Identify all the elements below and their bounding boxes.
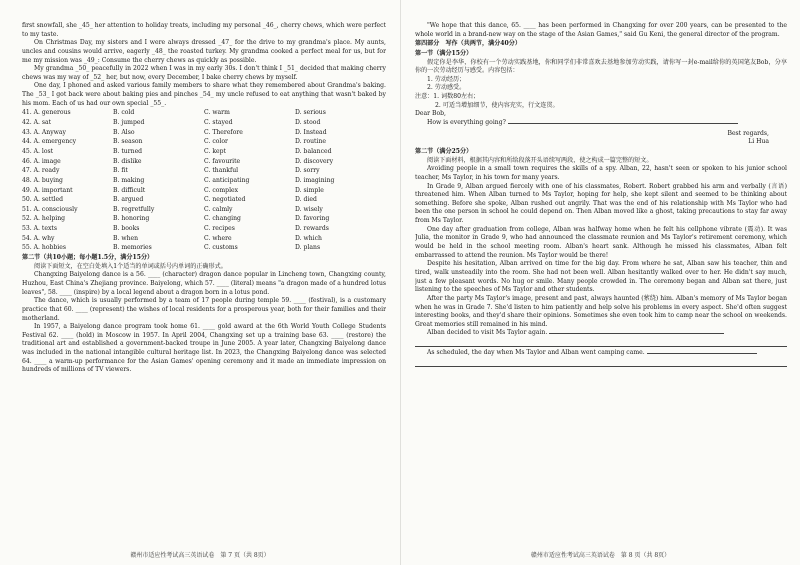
- option-c: C. kept: [204, 147, 226, 155]
- options-list: [22, 109, 386, 253]
- option-c: C. color: [204, 138, 228, 146]
- option-d: D. simple: [295, 186, 324, 194]
- option-b: B. honoring: [113, 215, 150, 223]
- option-row: [22, 109, 386, 118]
- section-title: 第二节（共10小题；每小题1.5分，满分15分）: [22, 254, 154, 262]
- option-a: 44. A. emergency: [22, 138, 77, 146]
- story-paragraph: One day after graduation from college, Alban was halfway home when he felt his cellphone vibrate (震动). It was Julia, the monitor in Grade 9, who had announced the classmate reunion and Ms Taylor's retirement ceremony, which would be held in the school meeting room. Alban's heart sank. Although he missed his classmates, Alban felt embarrassed to attend the reunion. Ms Taylor would be there!: [415, 225, 787, 259]
- option-a: 43. A. Anyway: [22, 128, 66, 136]
- option-b: B. cold: [113, 109, 135, 117]
- writing-prompt: 假定你是李华，你校有一个劳动实践基地，你和同学们非常喜欢去基地参加劳动实践，请你写一封e-mail给你的英国笔友Bob，分享你的一次劳动经历与感受。内容包括：: [415, 58, 787, 75]
- paragraph-start: [415, 329, 787, 338]
- option-b: B. jumped: [113, 119, 145, 127]
- option-row: [22, 129, 386, 138]
- option-row: [22, 167, 386, 176]
- story-paragraph: In Grade 9, Alban argued fiercely with one of his classmates, Robert. Robert grabbed his arm and verbally (言语) threatened him. When Alban turned to Ms Taylor, hoping for help, she kept silent and seemed to be thinking about something. Before she spoke, Alban rushed out angrily. That was the end of his relationship with Ms Taylor who had been the one person in school he could depend on. Then Alban moved like a ghost, taking precautions to stay far away from Ms Taylor.: [415, 182, 787, 225]
- option-a: 45. A. lost: [22, 147, 54, 155]
- option-a: 49. A. important: [22, 186, 73, 194]
- grammar-paragraph: In 1957, a Baiyelong dance program took home 61. ____ gold award at the 6th World Youth College Students Festival 62. ____ (hold) in Moscow in 1957. In April 2004, Changxing set up a training base 63. ____ (restore) the traditional art and established a government-backed troupe in June 2005. A year later, Changxing Baiyelong dance was included in the national intangible cultural heritage list. In 2023, the Changxing Baiyelong dance was selected 64. ____ a warm-up performance for the Asian Games' opening ceremony and it made an immediate impression on hundreds of millions of TV viewers.: [22, 323, 386, 374]
- exam-page-8: [400, 0, 800, 565]
- option-d: D. stood: [295, 119, 321, 127]
- answer-line: [415, 360, 787, 367]
- cloze-paragraph: My grandma _50_ peacefully in 2022 when I was in my early 30s. I don't think I _51_ decided that making cherry chews was my way of _52_ her, but now, every December, I bake cherry chews by myself.: [22, 65, 386, 81]
- part-title: 第四部分 写作（共两节，满分40分）: [415, 40, 521, 48]
- option-c: C. favourite: [204, 157, 241, 165]
- paragraph-start: [415, 349, 787, 358]
- option-b: B. difficult: [113, 186, 146, 194]
- option-a: 54. A. why: [22, 234, 55, 242]
- writing-point: 2. 劳动感受。: [427, 84, 466, 92]
- opening-text: How is everything going?: [427, 119, 506, 127]
- option-c: C. thankful: [204, 167, 239, 175]
- option-a: 50. A. settled: [22, 196, 63, 204]
- answer-line: [415, 340, 787, 347]
- option-d: D. Instead: [295, 128, 327, 136]
- right-column: [415, 22, 787, 539]
- left-column: [22, 22, 386, 539]
- option-row: [22, 119, 386, 128]
- section-instruction: 阅读下面短文，在空白处填入1个适当的单词或括号内单词的正确形式。: [34, 262, 227, 270]
- signature: Li Hua: [748, 138, 769, 146]
- option-b: B. season: [113, 138, 143, 146]
- option-a: 51. A. consciously: [22, 205, 78, 213]
- option-d: D. which: [295, 234, 322, 242]
- option-b: B. regretfully: [113, 205, 155, 213]
- option-d: D. died: [295, 196, 317, 204]
- option-c: C. stayed: [204, 119, 233, 127]
- paragraph-start-text: As scheduled, the day when Ms Taylor and Alban went camping came.: [427, 349, 645, 357]
- option-row: [22, 235, 386, 244]
- option-a: 46. A. image: [22, 157, 61, 165]
- option-row: [22, 138, 386, 147]
- answer-line: [647, 349, 757, 354]
- opening-line: [415, 119, 787, 128]
- option-c: C. customs: [204, 244, 238, 252]
- option-d: D. plans: [295, 244, 321, 252]
- option-c: C. calmly: [204, 205, 233, 213]
- writing-point: 1. 劳动经历；: [427, 75, 466, 83]
- option-row: [22, 244, 386, 253]
- story-paragraph: Avoiding people in a small town requires the skills of a spy. Alban, 22, hasn't seen or spoken to his junior school teacher, Ms Taylor, in his town for many years.: [415, 165, 787, 181]
- option-d: D. sorry: [295, 167, 320, 175]
- answer-line: [549, 329, 724, 334]
- option-b: B. Also: [113, 128, 135, 136]
- grammar-paragraph: "We hope that this dance, 65. ____ has been performed in Changxing for over 200 years, can be presented to the whole world in a brand-new way on the stage of the Asian Games," said Gu Keni, the general director of the program.: [415, 22, 787, 38]
- option-b: B. turned: [113, 147, 143, 155]
- option-c: C. negotiated: [204, 196, 246, 204]
- option-row: [22, 158, 386, 167]
- section-title: 第一节（满分15分）: [415, 49, 473, 57]
- answer-line: [508, 119, 738, 124]
- cloze-paragraph: One day, I phoned and asked various family members to share what they remembered about Grandma's baking. The _53_ I got back were about baking pies and pinches _54_ my uncle refused to eat anything that wasn't baked by his mom. Each of us had our own special _55_.: [22, 82, 386, 107]
- notes-line: 注意：1. 词数80左右；: [415, 93, 480, 101]
- option-d: D. discovery: [295, 157, 334, 165]
- option-c: C. anticipating: [204, 176, 250, 184]
- cloze-paragraph: On Christmas Day, my sisters and I were always dressed _47_ for the drive to my grandma's place. My aunts, uncles and cousins would arrive, eagerly _48_ the roasted turkey. My grandma cooked a perfect meal for us, but for me my mission was _49_: Consume the cherry chews as quickly as possible.: [22, 39, 386, 64]
- option-b: B. making: [113, 176, 145, 184]
- option-b: B. books: [113, 225, 140, 233]
- option-c: C. warm: [204, 109, 230, 117]
- option-a: 52. A. helping: [22, 215, 66, 223]
- option-c: C. changing: [204, 215, 241, 223]
- option-row: [22, 148, 386, 157]
- option-b: B. when: [113, 234, 139, 242]
- story-paragraph: Despite his hesitation, Alban arrived on time for the big day. From where he sat, Alban saw his teacher, thin and tired, walk unsteadily into the room. She had not been well. Alban hesitantly walked over to her. He didn't say much, just a few pleasant words. No hug or smile. Many people crowded in. The ceremony began and Alban sat there, just listening to the speeches of Ms Taylor and other students.: [415, 260, 787, 294]
- option-d: D. routine: [295, 138, 326, 146]
- option-a: 55. A. hobbies: [22, 244, 66, 252]
- option-c: C. Therefore: [204, 128, 243, 136]
- grammar-paragraph: Changxing Baiyelong dance is a 56. ____ (character) dragon dance popular in Lincheng town, Changxing county, Huzhou, East China's Zhejiang province. Baiyelong, which 57. ____ (literal) means "a dragon made of a hundred lotus leaves", 58. ____ (inspire) by a local legend about a dragon born in a lotus pond.: [22, 271, 386, 296]
- option-d: D. wisely: [295, 205, 323, 213]
- cloze-paragraph: first snowfall, she _45_ her attention to holiday treats, including my personal _46_, cherry chews, which were perfect to my taste.: [22, 22, 386, 38]
- option-row: [22, 196, 386, 205]
- page-footer: 赣州市适应性考试高三英语试卷 第 7 页（共 8页）: [130, 552, 270, 559]
- option-b: B. argued: [113, 196, 144, 204]
- option-row: [22, 177, 386, 186]
- option-d: D. favoring: [295, 215, 330, 223]
- option-c: C. complex: [204, 186, 239, 194]
- grammar-paragraph: The dance, which is usually performed by a team of 17 people during temple 59. ____ (festival), is a customary practice that 60. ____ (represent) the wishes of local residents for a prosperous year, both for their families and their motherland.: [22, 297, 386, 322]
- writing-prompt: 阅读下面材料，根据其内容和所给段落开头语续写两段，使之构成一篇完整的短文。: [427, 156, 653, 164]
- option-a: 42. A. sat: [22, 119, 52, 127]
- option-row: [22, 187, 386, 196]
- option-d: D. balanced: [295, 147, 332, 155]
- closing: Best regards,: [727, 129, 769, 137]
- notes-line: 2. 可适当增加细节，使内容充实，行文连贯。: [435, 101, 559, 109]
- salutation: Dear Bob,: [415, 110, 446, 118]
- paragraph-start-text: Alban decided to visit Ms Taylor again.: [427, 329, 548, 337]
- option-row: [22, 215, 386, 224]
- option-row: [22, 206, 386, 215]
- option-a: 47. A. ready: [22, 167, 60, 175]
- option-d: D. imagining: [295, 176, 335, 184]
- option-c: C. recipes: [204, 225, 235, 233]
- option-d: D. rewards: [295, 225, 329, 233]
- option-row: [22, 225, 386, 234]
- option-a: 53. A. texts: [22, 225, 57, 233]
- option-b: B. dislike: [113, 157, 142, 165]
- story-paragraph: After the party Ms Taylor's image, present and past, always haunted (萦绕) him. Alban's memory of Ms Taylor began when he was in Grade 7. She'd listen to him patiently and help solve his problems in every aspect. She'd often suggest interesting books, and they'd share their opinions. Sometimes she even took him to camp near the school on weekends. Great memories still remained in his mind.: [415, 294, 787, 328]
- option-b: B. fit: [113, 167, 128, 175]
- option-c: C. where: [204, 234, 232, 242]
- option-b: B. memories: [113, 244, 152, 252]
- option-a: 41. A. generous: [22, 109, 71, 117]
- option-d: D. serious: [295, 109, 326, 117]
- option-a: 48. A. buying: [22, 176, 63, 184]
- section-title: 第二节（满分25分）: [415, 147, 473, 155]
- page-footer: 赣州市适应性考试高三英语试卷 第 8 页（共 8页）: [530, 552, 671, 559]
